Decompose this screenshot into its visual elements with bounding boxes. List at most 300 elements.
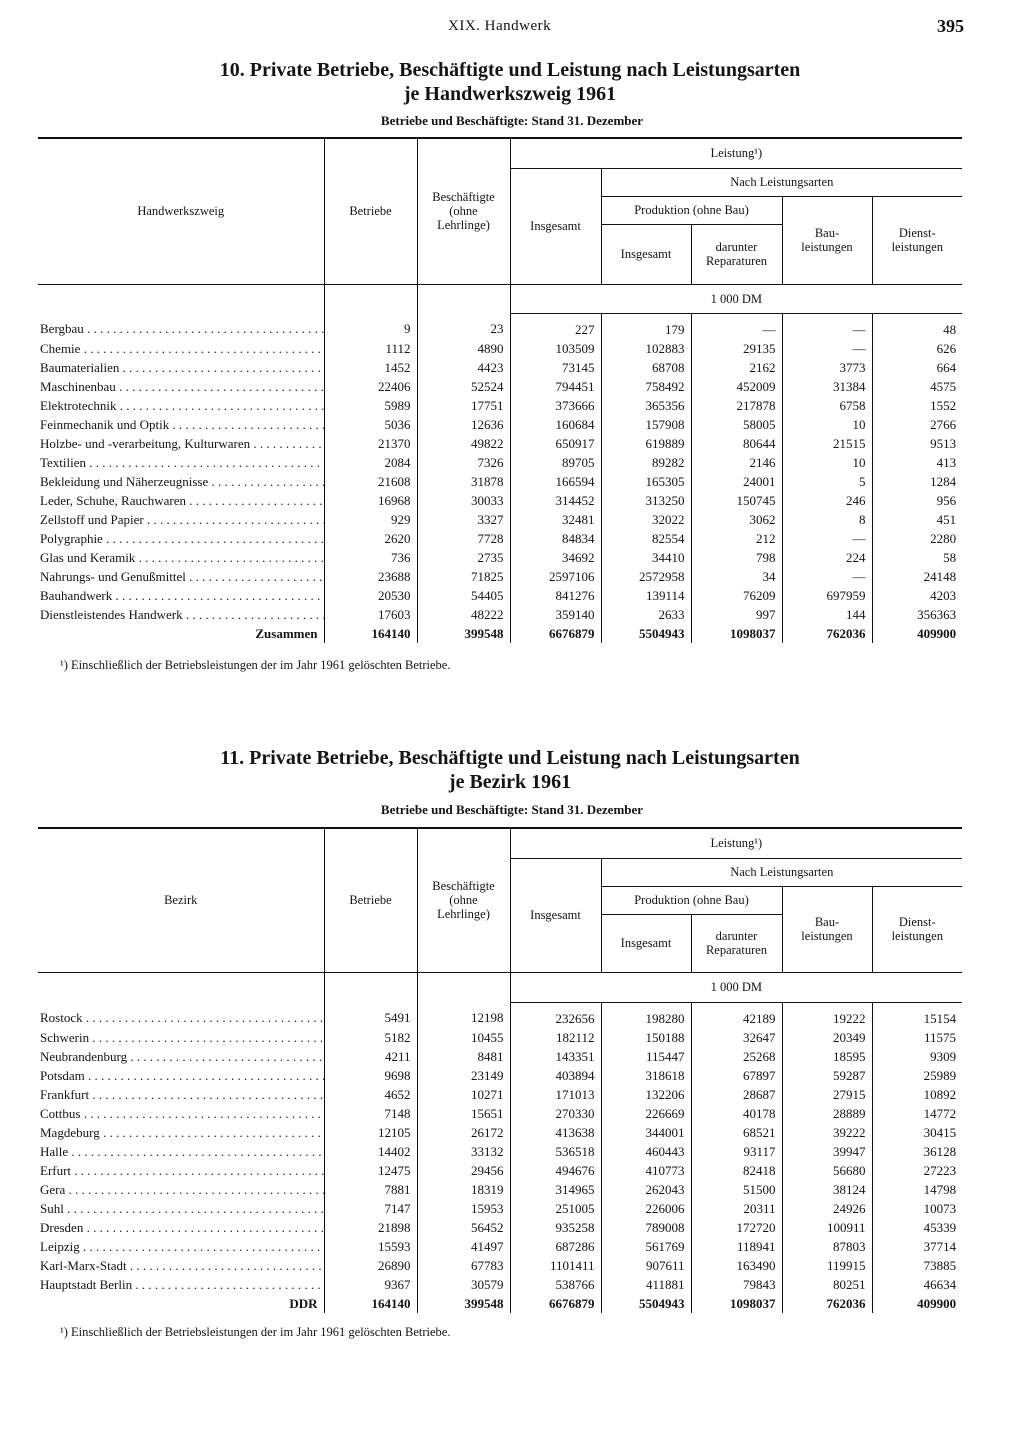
cell-beschaeftigte: 67783 (417, 1256, 510, 1275)
cell-rep: 2162 (691, 358, 782, 377)
cell-prod: 5504943 (601, 624, 691, 643)
row-label: Rostock . . . (38, 1002, 324, 1028)
cell-rep: 118941 (691, 1237, 782, 1256)
cell-betriebe: 9 (324, 313, 417, 339)
cell-bau: 5 (782, 472, 872, 491)
cell-prod: 318618 (601, 1066, 691, 1085)
cell-bau: 19222 (782, 1002, 872, 1028)
cell-bau: 224 (782, 548, 872, 567)
cell-dienst: 48 (872, 313, 962, 339)
table-row (38, 453, 962, 472)
table2-footnote: ¹) Einschließlich der Betriebsleistungen der im Jahr 1961 gelöschten Betriebe. (60, 1325, 451, 1339)
cell-betriebe: 5036 (324, 415, 417, 434)
cell-prod: 157908 (601, 415, 691, 434)
cell-dienst: 413 (872, 453, 962, 472)
cell-bau: 8 (782, 510, 872, 529)
cell-insgesamt: 166594 (510, 472, 601, 491)
cell-dienst: 46634 (872, 1275, 962, 1294)
cell-insgesamt: 314965 (510, 1180, 601, 1199)
cell-prod: 198280 (601, 1002, 691, 1028)
cell-dienst: 451 (872, 510, 962, 529)
cell-insgesamt: 143351 (510, 1047, 601, 1066)
cell-beschaeftigte: 15651 (417, 1104, 510, 1123)
cell-bau: 31384 (782, 377, 872, 396)
row-label: Leipzig . . . (38, 1237, 324, 1256)
col-insgesamt: Insgesamt (510, 858, 601, 972)
cell-insgesamt: 687286 (510, 1237, 601, 1256)
cell-bau: 762036 (782, 624, 872, 643)
cell-beschaeftigte: 30579 (417, 1275, 510, 1294)
cell-dienst: 356363 (872, 605, 962, 624)
cell-bau: 56680 (782, 1161, 872, 1180)
row-label: Hauptstadt Berlin . . . (38, 1275, 324, 1294)
cell-dienst: 4575 (872, 377, 962, 396)
cell-betriebe: 12105 (324, 1123, 417, 1142)
cell-dienst: 9309 (872, 1047, 962, 1066)
cell-beschaeftigte: 18319 (417, 1180, 510, 1199)
cell-dienst: 30415 (872, 1123, 962, 1142)
row-label: Dienstleistendes Handwerk . . . (38, 605, 324, 624)
cell-prod: 561769 (601, 1237, 691, 1256)
cell-insgesamt: 6676879 (510, 1294, 601, 1313)
cell-insgesamt: 314452 (510, 491, 601, 510)
table-row (38, 548, 962, 567)
cell-rep: 67897 (691, 1066, 782, 1085)
cell-betriebe: 21898 (324, 1218, 417, 1237)
cell-betriebe: 4211 (324, 1047, 417, 1066)
cell-insgesamt: 2597106 (510, 567, 601, 586)
cell-bau: 59287 (782, 1066, 872, 1085)
cell-beschaeftigte: 71825 (417, 567, 510, 586)
cell-bau: 28889 (782, 1104, 872, 1123)
table2-title-line1: 11. Private Betriebe, Beschäftigte und Leistung nach Leistungsarten (220, 747, 800, 769)
cell-betriebe: 14402 (324, 1142, 417, 1161)
cell-prod: 619889 (601, 434, 691, 453)
cell-bau: 87803 (782, 1237, 872, 1256)
cell-insgesamt: 232656 (510, 1002, 601, 1028)
row-label: Magdeburg . . . (38, 1123, 324, 1142)
cell-betriebe: 7881 (324, 1180, 417, 1199)
cell-betriebe: 21370 (324, 434, 417, 453)
table-row (38, 1142, 962, 1161)
table2 (38, 827, 962, 1313)
table-row (38, 1085, 962, 1104)
table-row (38, 1161, 962, 1180)
col-bauleistungen: Bau-leistungen (782, 886, 872, 972)
cell-insgesamt: 89705 (510, 453, 601, 472)
col-dienstleistungen: Dienst-leistungen (872, 196, 962, 284)
cell-bau: 39947 (782, 1142, 872, 1161)
cell-bau: 119915 (782, 1256, 872, 1275)
cell-prod: 68708 (601, 358, 691, 377)
cell-betriebe: 164140 (324, 624, 417, 643)
cell-beschaeftigte: 12198 (417, 1002, 510, 1028)
cell-bau: 80251 (782, 1275, 872, 1294)
cell-bau: 20349 (782, 1028, 872, 1047)
cell-betriebe: 26890 (324, 1256, 417, 1275)
cell-betriebe: 16968 (324, 491, 417, 510)
cell-rep: 798 (691, 548, 782, 567)
cell-bau: 697959 (782, 586, 872, 605)
cell-beschaeftigte: 26172 (417, 1123, 510, 1142)
cell-insgesamt: 794451 (510, 377, 601, 396)
cell-beschaeftigte: 10455 (417, 1028, 510, 1047)
cell-rep: 29135 (691, 339, 782, 358)
table-row (38, 1256, 962, 1275)
cell-bau: — (782, 529, 872, 548)
col-nach-leistungsarten: Nach Leistungsarten (601, 168, 962, 196)
section-title: XIX. Handwerk (448, 18, 552, 34)
cell-rep: 452009 (691, 377, 782, 396)
cell-bau: 21515 (782, 434, 872, 453)
cell-bau: 762036 (782, 1294, 872, 1313)
total-row (38, 624, 962, 643)
cell-insgesamt: 403894 (510, 1066, 601, 1085)
table-row (38, 1180, 962, 1199)
cell-betriebe: 9367 (324, 1275, 417, 1294)
cell-prod: 179 (601, 313, 691, 339)
table-row (38, 377, 962, 396)
cell-beschaeftigte: 30033 (417, 491, 510, 510)
cell-betriebe: 20530 (324, 586, 417, 605)
cell-beschaeftigte: 7326 (417, 453, 510, 472)
cell-rep: 150745 (691, 491, 782, 510)
cell-betriebe: 5182 (324, 1028, 417, 1047)
cell-bau: 24926 (782, 1199, 872, 1218)
cell-prod: 139114 (601, 586, 691, 605)
cell-beschaeftigte: 17751 (417, 396, 510, 415)
cell-dienst: 11575 (872, 1028, 962, 1047)
cell-insgesamt: 160684 (510, 415, 601, 434)
cell-betriebe: 5989 (324, 396, 417, 415)
cell-insgesamt: 171013 (510, 1085, 601, 1104)
cell-beschaeftigte: 29456 (417, 1161, 510, 1180)
cell-bau: 39222 (782, 1123, 872, 1142)
col-leistung: Leistung¹) (510, 828, 962, 858)
cell-prod: 226669 (601, 1104, 691, 1123)
row-label: Maschinenbau . . . (38, 377, 324, 396)
table1-title (100, 58, 920, 106)
cell-rep: 24001 (691, 472, 782, 491)
cell-beschaeftigte: 15953 (417, 1199, 510, 1218)
cell-beschaeftigte: 23149 (417, 1066, 510, 1085)
cell-prod: 89282 (601, 453, 691, 472)
row-label: Gera . . . (38, 1180, 324, 1199)
col-produktion: Produktion (ohne Bau) (601, 886, 782, 914)
row-label: Holzbe- und -verarbeitung, Kulturwaren . . . (38, 434, 324, 453)
cell-rep: 3062 (691, 510, 782, 529)
cell-beschaeftigte: 4423 (417, 358, 510, 377)
cell-beschaeftigte: 48222 (417, 605, 510, 624)
col-bauleistungen: Bau-leistungen (782, 196, 872, 284)
cell-bau: 27915 (782, 1085, 872, 1104)
col-beschaeftigte: Beschäftigte (ohne Lehrlinge) (417, 828, 510, 972)
cell-insgesamt: 538766 (510, 1275, 601, 1294)
cell-prod: 132206 (601, 1085, 691, 1104)
total-label: Zusammen (255, 625, 318, 641)
cell-betriebe: 4652 (324, 1085, 417, 1104)
cell-rep: 58005 (691, 415, 782, 434)
cell-bau: 38124 (782, 1180, 872, 1199)
cell-rep: 2146 (691, 453, 782, 472)
cell-rep: 82418 (691, 1161, 782, 1180)
cell-dienst: 27223 (872, 1161, 962, 1180)
cell-insgesamt: 84834 (510, 529, 601, 548)
cell-beschaeftigte: 23 (417, 313, 510, 339)
table-row (38, 1275, 962, 1294)
col-betriebe: Betriebe (324, 828, 417, 972)
cell-rep: 40178 (691, 1104, 782, 1123)
row-label: Polygraphie . . . (38, 529, 324, 548)
row-label: Zellstoff und Papier . . . (38, 510, 324, 529)
cell-prod: 907611 (601, 1256, 691, 1275)
cell-dienst: 58 (872, 548, 962, 567)
cell-insgesamt: 841276 (510, 586, 601, 605)
cell-prod: 410773 (601, 1161, 691, 1180)
cell-betriebe: 2084 (324, 453, 417, 472)
row-header: Bezirk (38, 828, 324, 972)
table-row (38, 586, 962, 605)
table-row (38, 339, 962, 358)
cell-rep: 25268 (691, 1047, 782, 1066)
cell-dienst: 9513 (872, 434, 962, 453)
col-insgesamt: Insgesamt (510, 168, 601, 284)
cell-beschaeftigte: 10271 (417, 1085, 510, 1104)
cell-betriebe: 5491 (324, 1002, 417, 1028)
row-label: Bergbau . . . (38, 313, 324, 339)
cell-bau: 144 (782, 605, 872, 624)
cell-dienst: 1552 (872, 396, 962, 415)
row-label: Frankfurt . . . (38, 1085, 324, 1104)
table-row (38, 567, 962, 586)
col-beschaeftigte: Beschäftigte (ohne Lehrlinge) (417, 138, 510, 284)
cell-rep: 79843 (691, 1275, 782, 1294)
total-row (38, 1294, 962, 1313)
table-row (38, 358, 962, 377)
cell-beschaeftigte: 12636 (417, 415, 510, 434)
cell-insgesamt: 413638 (510, 1123, 601, 1142)
table-row (38, 491, 962, 510)
cell-betriebe: 1112 (324, 339, 417, 358)
row-header: Handwerkszweig (38, 138, 324, 284)
cell-dienst: 4203 (872, 586, 962, 605)
cell-rep: 68521 (691, 1123, 782, 1142)
cell-rep: — (691, 313, 782, 339)
table1 (38, 137, 962, 643)
cell-dienst: 24148 (872, 567, 962, 586)
cell-insgesamt: 6676879 (510, 624, 601, 643)
total-label: DDR (289, 1295, 318, 1311)
cell-prod: 165305 (601, 472, 691, 491)
cell-rep: 217878 (691, 396, 782, 415)
cell-beschaeftigte: 56452 (417, 1218, 510, 1237)
cell-rep: 212 (691, 529, 782, 548)
cell-rep: 172720 (691, 1218, 782, 1237)
cell-beschaeftigte: 41497 (417, 1237, 510, 1256)
cell-dienst: 36128 (872, 1142, 962, 1161)
table-row (38, 1002, 962, 1028)
cell-dienst: 10073 (872, 1199, 962, 1218)
cell-betriebe: 1452 (324, 358, 417, 377)
cell-dienst: 1284 (872, 472, 962, 491)
cell-bau: — (782, 567, 872, 586)
cell-beschaeftigte: 54405 (417, 586, 510, 605)
table-row (38, 396, 962, 415)
cell-dienst: 10892 (872, 1085, 962, 1104)
table-row (38, 1199, 962, 1218)
cell-betriebe: 22406 (324, 377, 417, 396)
table-row (38, 605, 962, 624)
table-row (38, 510, 962, 529)
cell-dienst: 2280 (872, 529, 962, 548)
cell-insgesamt: 227 (510, 313, 601, 339)
col-darunter-reparaturen: darunter Reparaturen (691, 224, 782, 284)
cell-dienst: 25989 (872, 1066, 962, 1085)
cell-prod: 411881 (601, 1275, 691, 1294)
cell-prod: 34410 (601, 548, 691, 567)
table-row (38, 1028, 962, 1047)
row-label: Dresden . . . (38, 1218, 324, 1237)
cell-beschaeftigte: 33132 (417, 1142, 510, 1161)
row-label: Baumaterialien . . . (38, 358, 324, 377)
cell-betriebe: 7148 (324, 1104, 417, 1123)
page-number: 395 (937, 16, 964, 36)
cell-rep: 997 (691, 605, 782, 624)
cell-betriebe: 7147 (324, 1199, 417, 1218)
cell-insgesamt: 650917 (510, 434, 601, 453)
cell-prod: 262043 (601, 1180, 691, 1199)
cell-betriebe: 9698 (324, 1066, 417, 1085)
cell-beschaeftigte: 52524 (417, 377, 510, 396)
table1-title-line2: je Handwerkszweig 1961 (403, 83, 617, 105)
cell-insgesamt: 270330 (510, 1104, 601, 1123)
cell-bau: — (782, 313, 872, 339)
cell-prod: 150188 (601, 1028, 691, 1047)
cell-dienst: 956 (872, 491, 962, 510)
table-row (38, 529, 962, 548)
cell-rep: 32647 (691, 1028, 782, 1047)
cell-rep: 163490 (691, 1256, 782, 1275)
cell-prod: 789008 (601, 1218, 691, 1237)
table2-title-line2: je Bezirk 1961 (448, 771, 572, 793)
row-label: Erfurt . . . (38, 1161, 324, 1180)
cell-insgesamt: 359140 (510, 605, 601, 624)
table2-title (100, 746, 920, 794)
cell-dienst: 45339 (872, 1218, 962, 1237)
unit-label: 1 000 DM (510, 284, 962, 313)
row-label: Neubrandenburg . . . (38, 1047, 324, 1066)
cell-rep: 1098037 (691, 624, 782, 643)
row-label: Schwerin . . . (38, 1028, 324, 1047)
table1-footnote: ¹) Einschließlich der Betriebsleistungen der im Jahr 1961 gelöschten Betriebe. (60, 658, 451, 672)
col-nach-leistungsarten: Nach Leistungsarten (601, 858, 962, 886)
row-label: Elektrotechnik . . . (38, 396, 324, 415)
cell-rep: 1098037 (691, 1294, 782, 1313)
cell-betriebe: 2620 (324, 529, 417, 548)
cell-rep: 93117 (691, 1142, 782, 1161)
cell-bau: 3773 (782, 358, 872, 377)
col-darunter-reparaturen: darunter Reparaturen (691, 914, 782, 972)
cell-bau: 6758 (782, 396, 872, 415)
col-dienstleistungen: Dienst-leistungen (872, 886, 962, 972)
cell-rep: 42189 (691, 1002, 782, 1028)
cell-insgesamt: 251005 (510, 1199, 601, 1218)
cell-insgesamt: 494676 (510, 1161, 601, 1180)
cell-dienst: 664 (872, 358, 962, 377)
cell-betriebe: 17603 (324, 605, 417, 624)
cell-beschaeftigte: 49822 (417, 434, 510, 453)
table2-body (38, 1002, 962, 1313)
cell-beschaeftigte: 7728 (417, 529, 510, 548)
col-prod-insgesamt: Insgesamt (601, 224, 691, 284)
table1-title-line1: 10. Private Betriebe, Beschäftigte und Leistung nach Leistungsarten (219, 59, 801, 81)
table2-subtitle: Betriebe und Beschäftigte: Stand 31. Dezember (380, 802, 644, 817)
row-label: Leder, Schuhe, Rauchwaren . . . (38, 491, 324, 510)
cell-dienst: 626 (872, 339, 962, 358)
cell-bau: 10 (782, 415, 872, 434)
cell-dienst: 409900 (872, 1294, 962, 1313)
cell-beschaeftigte: 399548 (417, 1294, 510, 1313)
row-label: Karl-Marx-Stadt . . . (38, 1256, 324, 1275)
cell-betriebe: 736 (324, 548, 417, 567)
cell-betriebe: 15593 (324, 1237, 417, 1256)
col-produktion: Produktion (ohne Bau) (601, 196, 782, 224)
cell-prod: 226006 (601, 1199, 691, 1218)
cell-rep: 28687 (691, 1085, 782, 1104)
cell-beschaeftigte: 8481 (417, 1047, 510, 1066)
table-row (38, 1066, 962, 1085)
row-label: Chemie . . . (38, 339, 324, 358)
cell-betriebe: 12475 (324, 1161, 417, 1180)
row-label: Cottbus . . . (38, 1104, 324, 1123)
cell-beschaeftigte: 4890 (417, 339, 510, 358)
cell-insgesamt: 1101411 (510, 1256, 601, 1275)
cell-dienst: 37714 (872, 1237, 962, 1256)
cell-betriebe: 164140 (324, 1294, 417, 1313)
cell-dienst: 73885 (872, 1256, 962, 1275)
table1-subtitle: Betriebe und Beschäftigte: Stand 31. Dezember (380, 113, 644, 128)
cell-rep: 20311 (691, 1199, 782, 1218)
row-label: Feinmechanik und Optik . . . (38, 415, 324, 434)
table-row (38, 1123, 962, 1142)
row-label: Bauhandwerk . . . (38, 586, 324, 605)
cell-bau: — (782, 339, 872, 358)
cell-beschaeftigte: 3327 (417, 510, 510, 529)
table-row (38, 313, 962, 339)
cell-prod: 313250 (601, 491, 691, 510)
cell-betriebe: 929 (324, 510, 417, 529)
cell-prod: 460443 (601, 1142, 691, 1161)
cell-bau: 246 (782, 491, 872, 510)
cell-rep: 34 (691, 567, 782, 586)
cell-insgesamt: 103509 (510, 339, 601, 358)
cell-rep: 76209 (691, 586, 782, 605)
cell-insgesamt: 935258 (510, 1218, 601, 1237)
row-label: Glas und Keramik . . . (38, 548, 324, 567)
cell-prod: 2633 (601, 605, 691, 624)
cell-bau: 100911 (782, 1218, 872, 1237)
cell-prod: 102883 (601, 339, 691, 358)
cell-prod: 32022 (601, 510, 691, 529)
cell-betriebe: 23688 (324, 567, 417, 586)
cell-insgesamt: 182112 (510, 1028, 601, 1047)
cell-dienst: 14798 (872, 1180, 962, 1199)
col-prod-insgesamt: Insgesamt (601, 914, 691, 972)
row-label: Bekleidung und Näherzeugnisse . . . (38, 472, 324, 491)
col-betriebe: Betriebe (324, 138, 417, 284)
cell-dienst: 15154 (872, 1002, 962, 1028)
cell-rep: 51500 (691, 1180, 782, 1199)
